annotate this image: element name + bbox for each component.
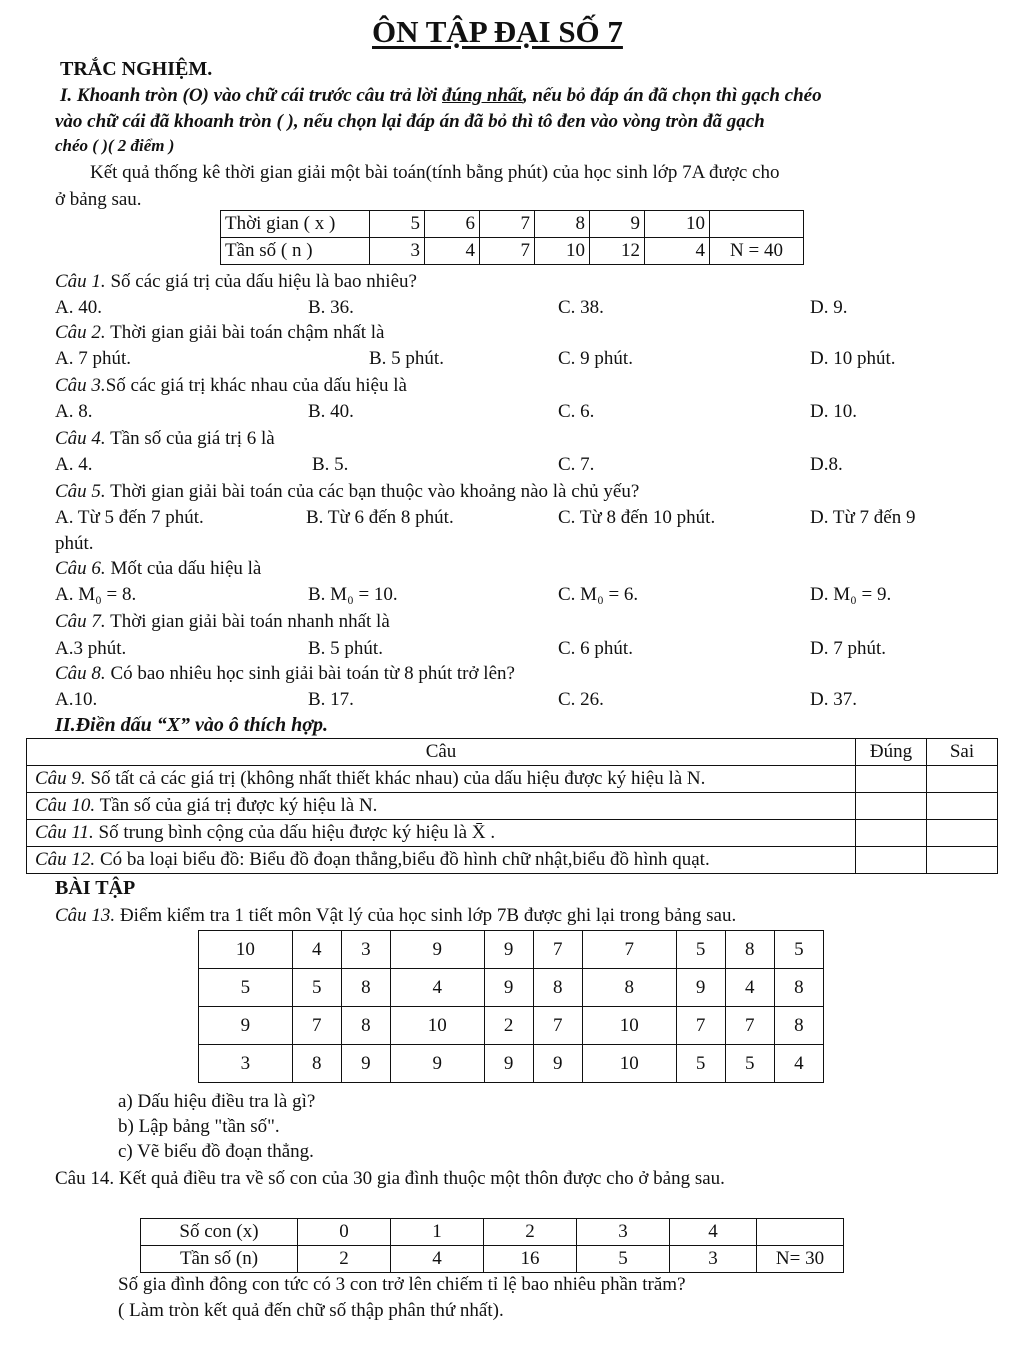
table-cell: 9 (199, 1007, 293, 1045)
false-checkbox-cell[interactable] (927, 793, 998, 820)
table-cell: 8 (533, 969, 582, 1007)
table-cell: 3 (670, 1246, 757, 1273)
table-row (199, 969, 824, 1007)
option-d[interactable]: D. Từ 7 đến 9 (810, 507, 916, 528)
table-cell: 7 (533, 1007, 582, 1045)
q13-part-b: b) Lập bảng "tần số". (118, 1116, 280, 1137)
option-b[interactable]: B. 5 phút. (308, 638, 383, 659)
table-cell: 8 (341, 969, 390, 1007)
option-a[interactable]: A. M₀ = 8. (55, 584, 137, 605)
table-row (27, 820, 998, 847)
table-row (141, 1246, 844, 1273)
true-checkbox-cell[interactable] (856, 820, 927, 847)
table-cell: 9 (590, 211, 645, 238)
table-cell: 4 (391, 1246, 484, 1273)
table-cell: 5 (725, 1045, 774, 1083)
table-cell: 9 (533, 1045, 582, 1083)
option-c[interactable]: C. 26. (558, 689, 604, 710)
option-b[interactable]: B. 5 phút. (369, 348, 444, 369)
q13-part-a: a) Dấu hiệu điều tra là gì? (118, 1091, 316, 1112)
option-d[interactable]: D.8. (810, 454, 843, 475)
table-cell: 2 (484, 1007, 533, 1045)
table-cell: 5 (676, 931, 725, 969)
question-7: Câu 7. Thời gian giải bài toán nhanh nhất là (55, 611, 390, 632)
table-row (27, 766, 998, 793)
table-cell: 4 (425, 238, 480, 265)
table-cell: 3 (199, 1045, 293, 1083)
section-heading-true-false: II.Điền dấu “X” vào ô thích hợp. (55, 714, 328, 736)
table-header: Sai (927, 739, 998, 766)
option-c[interactable]: C. M₀ = 6. (558, 584, 639, 605)
table-cell: 5 (676, 1045, 725, 1083)
option-d[interactable]: D. M₀ = 9. (810, 584, 892, 605)
table-header: Đúng (856, 739, 927, 766)
question-2: Câu 2. Thời gian giải bài toán chậm nhất là (55, 322, 385, 343)
option-b[interactable]: B. 5. (312, 454, 349, 475)
question-4: Câu 4. Tần số của giá trị 6 là (55, 428, 275, 449)
table-cell: N = 40 (710, 238, 804, 265)
option-a[interactable]: A. Từ 5 đến 7 phút. (55, 507, 204, 528)
table-cell: 7 (480, 238, 535, 265)
table-cell: 6 (425, 211, 480, 238)
option-a[interactable]: A. 7 phút. (55, 348, 131, 369)
table-cell: 3 (577, 1219, 670, 1246)
q14-question: Số gia đình đông con tức có 3 con trở lên chiếm tỉ lệ bao nhiêu phần trăm? (118, 1274, 686, 1295)
option-d[interactable]: D. 9. (810, 297, 848, 318)
table-cell: 9 (484, 969, 533, 1007)
table-cell: 3 (341, 931, 390, 969)
table-cell: 10 (535, 238, 590, 265)
q13-part-c: c) Vẽ biểu đồ đoạn thẳng. (118, 1141, 314, 1162)
table-cell: 9 (676, 969, 725, 1007)
table-cell: 7 (480, 211, 535, 238)
option-d-wrap: phút. (55, 533, 94, 554)
table-cell: 8 (535, 211, 590, 238)
instruction-line-2: vào chữ cái đã khoanh tròn ( ), nếu chọn lại đáp án đã bỏ thì tô đen vào vòng tròn đã gạch (55, 111, 765, 132)
option-d[interactable]: D. 7 phút. (810, 638, 886, 659)
option-b[interactable]: B. M₀ = 10. (308, 584, 398, 605)
true-checkbox-cell[interactable] (856, 847, 927, 874)
table-cell: 9 (484, 931, 533, 969)
question-13: Câu 13. Điểm kiểm tra 1 tiết môn Vật lý của học sinh lớp 7B được ghi lại trong bảng sau. (55, 905, 737, 926)
table-cell (710, 211, 804, 238)
table-cell: 10 (390, 1007, 484, 1045)
false-checkbox-cell[interactable] (927, 847, 998, 874)
table-cell: 5 (577, 1246, 670, 1273)
option-c[interactable]: C. 9 phút. (558, 348, 633, 369)
children-frequency-table (140, 1218, 844, 1273)
table-cell: 16 (484, 1246, 577, 1273)
option-b[interactable]: B. Từ 6 đến 8 phút. (306, 507, 454, 528)
table-cell: 8 (341, 1007, 390, 1045)
option-d[interactable]: D. 10. (810, 401, 857, 422)
statement-cell: Câu 11. Số trung bình cộng của dấu hiệu được ký hiệu là X̄ . (27, 820, 856, 847)
section-heading-exercises: BÀI TẬP (55, 877, 136, 899)
table-cell: 1 (391, 1219, 484, 1246)
option-a[interactable]: A. 8. (55, 401, 93, 422)
false-checkbox-cell[interactable] (927, 820, 998, 847)
table-cell: Số con (x) (141, 1219, 298, 1246)
table-cell: 4 (645, 238, 710, 265)
table-cell: 7 (533, 931, 582, 969)
question-8: Câu 8. Có bao nhiêu học sinh giải bài toán từ 8 phút trở lên? (55, 663, 515, 684)
statement-cell: Câu 10. Tần số của giá trị được ký hiệu là N. (27, 793, 856, 820)
table-cell: 7 (676, 1007, 725, 1045)
table-cell (757, 1219, 844, 1246)
option-a[interactable]: A. 4. (55, 454, 93, 475)
q14-note: ( Làm tròn kết quả đến chữ số thập phân thứ nhất). (118, 1300, 504, 1321)
table-cell: 5 (370, 211, 425, 238)
table-cell: 2 (298, 1246, 391, 1273)
table-cell: 4 (725, 969, 774, 1007)
table-cell: 10 (582, 1007, 676, 1045)
table-cell: N= 30 (757, 1246, 844, 1273)
intro-text-2: ở bảng sau. (55, 189, 142, 210)
table-row (27, 847, 998, 874)
table-row (221, 238, 804, 265)
option-c[interactable]: C. 38. (558, 297, 604, 318)
table-cell: Thời gian ( x ) (221, 211, 370, 238)
table-cell: 4 (390, 969, 484, 1007)
table-cell: 10 (582, 1045, 676, 1083)
option-c[interactable]: C. 6. (558, 401, 595, 422)
false-checkbox-cell[interactable] (927, 766, 998, 793)
table-cell: 7 (725, 1007, 774, 1045)
scores-grid (198, 930, 824, 1083)
table-cell: 8 (582, 969, 676, 1007)
option-d[interactable]: D. 10 phút. (810, 348, 896, 369)
table-cell: 8 (292, 1045, 341, 1083)
frequency-table (220, 210, 804, 265)
table-cell: 2 (484, 1219, 577, 1246)
table-cell: 5 (199, 969, 293, 1007)
table-cell: 10 (645, 211, 710, 238)
table-cell: Tần số ( n ) (221, 238, 370, 265)
table-cell: 3 (370, 238, 425, 265)
statement-cell: Câu 9. Số tất cả các giá trị (không nhất thiết khác nhau) của dấu hiệu được ký hiệu là N. (27, 766, 856, 793)
question-3: Câu 3.Số các giá trị khác nhau của dấu hiệu là (55, 375, 407, 396)
option-a[interactable]: A. 40. (55, 297, 102, 318)
true-checkbox-cell[interactable] (856, 766, 927, 793)
table-row (199, 931, 824, 969)
table-cell: 9 (390, 931, 484, 969)
table-cell: 9 (484, 1045, 533, 1083)
table-row (221, 211, 804, 238)
table-cell: 0 (298, 1219, 391, 1246)
table-cell: 5 (774, 931, 823, 969)
intro-text-1: Kết quả thống kê thời gian giải một bài toán(tính bằng phút) của học sinh lớp 7A được cho (90, 162, 780, 183)
option-b[interactable]: B. 40. (308, 401, 354, 422)
option-a[interactable]: A.10. (55, 689, 98, 710)
true-false-table (26, 738, 998, 874)
instruction-line-3: chéo ( )( 2 điểm ) (55, 136, 175, 155)
table-cell: 8 (774, 969, 823, 1007)
option-a[interactable]: A.3 phút. (55, 638, 127, 659)
instruction-line-1: I. Khoanh tròn (O) vào chữ cái trước câu trả lời đúng nhất, nếu bỏ đáp án đã chọn thì gạch chéo (60, 85, 822, 106)
page-title: ÔN TẬP ĐẠI SỐ 7 (372, 14, 623, 49)
table-row (141, 1219, 844, 1246)
table-cell: 10 (199, 931, 293, 969)
statement-cell: Câu 12. Có ba loại biểu đồ: Biểu đồ đoạn thẳng,biểu đồ hình chữ nhật,biểu đồ hình quạt. (27, 847, 856, 874)
option-b[interactable]: B. 17. (308, 689, 354, 710)
table-row (199, 1045, 824, 1083)
option-c[interactable]: C. 6 phút. (558, 638, 633, 659)
question-1: Câu 1. Số các giá trị của dấu hiệu là bao nhiêu? (55, 271, 417, 292)
table-cell: 12 (590, 238, 645, 265)
table-row (27, 739, 998, 766)
table-cell: 7 (292, 1007, 341, 1045)
table-cell: Tần số (n) (141, 1246, 298, 1273)
option-c[interactable]: C. 7. (558, 454, 595, 475)
table-cell: 4 (670, 1219, 757, 1246)
table-cell: 7 (582, 931, 676, 969)
table-cell: 5 (292, 969, 341, 1007)
true-checkbox-cell[interactable] (856, 793, 927, 820)
table-cell: 4 (774, 1045, 823, 1083)
table-cell: 8 (774, 1007, 823, 1045)
question-5: Câu 5. Thời gian giải bài toán của các bạn thuộc vào khoảng nào là chủ yếu? (55, 481, 640, 502)
question-14: Câu 14. Kết quả điều tra về số con của 30 gia đình thuộc một thôn được cho ở bảng sau. (55, 1168, 725, 1189)
table-row (199, 1007, 824, 1045)
option-c[interactable]: C. Từ 8 đến 10 phút. (558, 507, 716, 528)
table-cell: 4 (292, 931, 341, 969)
option-d[interactable]: D. 37. (810, 689, 857, 710)
table-cell: 9 (341, 1045, 390, 1083)
table-header: Câu (27, 739, 856, 766)
table-cell: 9 (390, 1045, 484, 1083)
table-cell: 8 (725, 931, 774, 969)
section-heading-multiple-choice: TRẮC NGHIỆM. (60, 58, 213, 80)
table-row (27, 793, 998, 820)
option-b[interactable]: B. 36. (308, 297, 354, 318)
question-6: Câu 6. Mốt của dấu hiệu là (55, 558, 262, 579)
